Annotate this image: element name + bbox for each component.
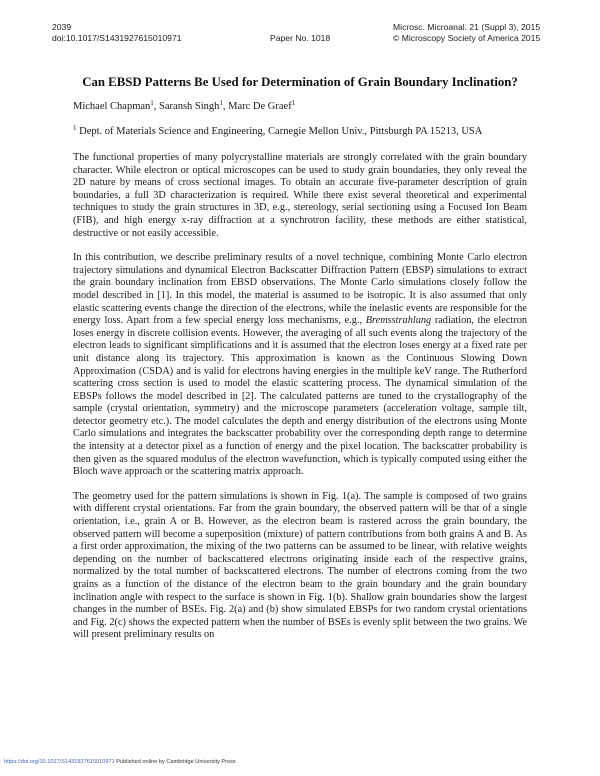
author-affiliation-mark: 1 (291, 99, 296, 107)
paper-number: Paper No. 1018 (270, 33, 331, 43)
footer-doi-link[interactable]: https://doi.org/10.1017/S1431927615010971 (4, 759, 115, 765)
author-list: Michael Chapman$^1$, Saransh Singh$^1$, Marc De Graef$^1$ (73, 99, 296, 112)
header-doi: doi:10.1017/S1431927615010971 (52, 33, 182, 43)
footer-published: Published online by Cambridge University Press (116, 759, 236, 765)
copyright-notice: © Microscopy Society of America 2015 (393, 33, 541, 43)
header-left (52, 22, 182, 44)
footer (4, 759, 236, 766)
author-affiliation-mark: 1 (150, 99, 154, 107)
page-number: 2039 (52, 22, 72, 32)
paragraph-method (73, 252, 527, 479)
paragraph-method-part1: In this contribution, we describe preliminary results of a novel technique, combining Monte Carlo electron trajectory simulations and dynamical Electron Backscatter Diffraction Pattern (EBSP) simulations to extract the grain boundary inclination from EBSD observations. The Monte Carlo simulations closely follow the model described in [1]. In this model, the material is assumed to be isotropic. It is also assumed that only elastic scattering events change the direction of the electrons, while the inelastic events are responsible for the energy loss. Apart from a few special energy loss mechanisms, e.g., (73, 252, 527, 327)
author-name: Michael Chapman (73, 101, 151, 112)
affiliation-text: Dept. of Materials Science and Engineering, Carnegie Mellon Univ., Pittsburgh PA 15213, USA (79, 126, 483, 137)
affiliation-mark: 1 (73, 124, 77, 132)
paragraph-geometry: The geometry used for the pattern simulations is shown in Fig. 1(a). The sample is composed of two grains with different crystal orientations. Far from the grain boundary, the observed pattern will be that of a single orientation, i.e., grain A or B. However, as the electron beam is rastered across the grain boundary, the observed pattern will become a superposition (mixture) of pattern contributions from both grains A and B. As a first order approximation, the mixing of the two patterns can be assumed to be linear, with relative weights depending on the number of backscattered electrons originating inside each of the respective grains, normalized by the total number of backscattered electrons. The number of electrons coming from the two grains as a function of the distance of the electron beam to the grain boundary and the grain boundary inclination angle with respect to the surface is shown in Fig. 1(b). Shallow grain boundaries show the largest changes in the number of BSEs. Fig. 2(a) and (b) show simulated EBSPs for two random crystal orientations and Fig. 2(c) shows the expected pattern when the number of BSEs is evenly split between the two grains. We will present preliminary results on (73, 490, 527, 641)
affiliation (73, 125, 482, 138)
author-name: Marc De Graef (228, 101, 292, 112)
paragraph-intro: The functional properties of many polycrystalline materials are strongly correlated with the grain boundary character. While electron or optical microscopes can be used to study grain boundaries, they only reveal the 2D nature by means of cross sectional images. To obtain an accurate five-parameter description of grain boundaries, a full 3D characterization is required. While there exist several theoretical and experimental techniques to study the grain structures in 3D, e.g., stereology, serial sectioning using a Focused Ion Beam (FIB), and high energy x-ray diffraction at a synchrotron facility, these methods are either statistical, destructive or not easily accessible. (73, 152, 527, 239)
journal-citation: Microsc. Microanal. 21 (Suppl 3), 2015 (393, 22, 541, 32)
bremsstrahlung-term: Bremsstrahlung (365, 315, 432, 327)
author-name: Saransh Singh (159, 101, 220, 112)
paper-title: Can EBSD Patterns Be Used for Determination of Grain Boundary Inclination? (82, 75, 518, 89)
header-right (393, 22, 540, 44)
abstract-body (73, 152, 527, 642)
paragraph-method-part2: radiation, the electron loses energy in discrete collision events. However, the averaging of all such events along the trajectory of the electron leads to significant simplifications and it is assumed that the electron loses energy at a fixed rate per unit distance along its trajectory. This approximation is known as the Continuous Slowing Down Approximation (CSDA) and is valid for electrons having energies in the multiple keV range. The Rutherford scattering cross section is used to model the elastic scattering process. The dynamical simulation of the EBSPs follows the model described in [2]. The calculated patterns are tuned to the crystallography of the sample (crystal orientation, symmetry) and the microscope parameters (acceleration voltage, sample tilt, detector geometry etc.). The model calculates the depth and energy distribution of the electrons using Monte Carlo simulations and integrates the backscatter probability over the corresponding depth range to determine the intensity at a detector pixel as a function of energy and the pixel location. The backscatter probability is then given as the squared modulus of the electron wavefunction, which is typically computed using either the Bloch wave approach or the scattering matrix approach. (73, 315, 528, 478)
author-affiliation-mark: 1 (219, 99, 223, 107)
